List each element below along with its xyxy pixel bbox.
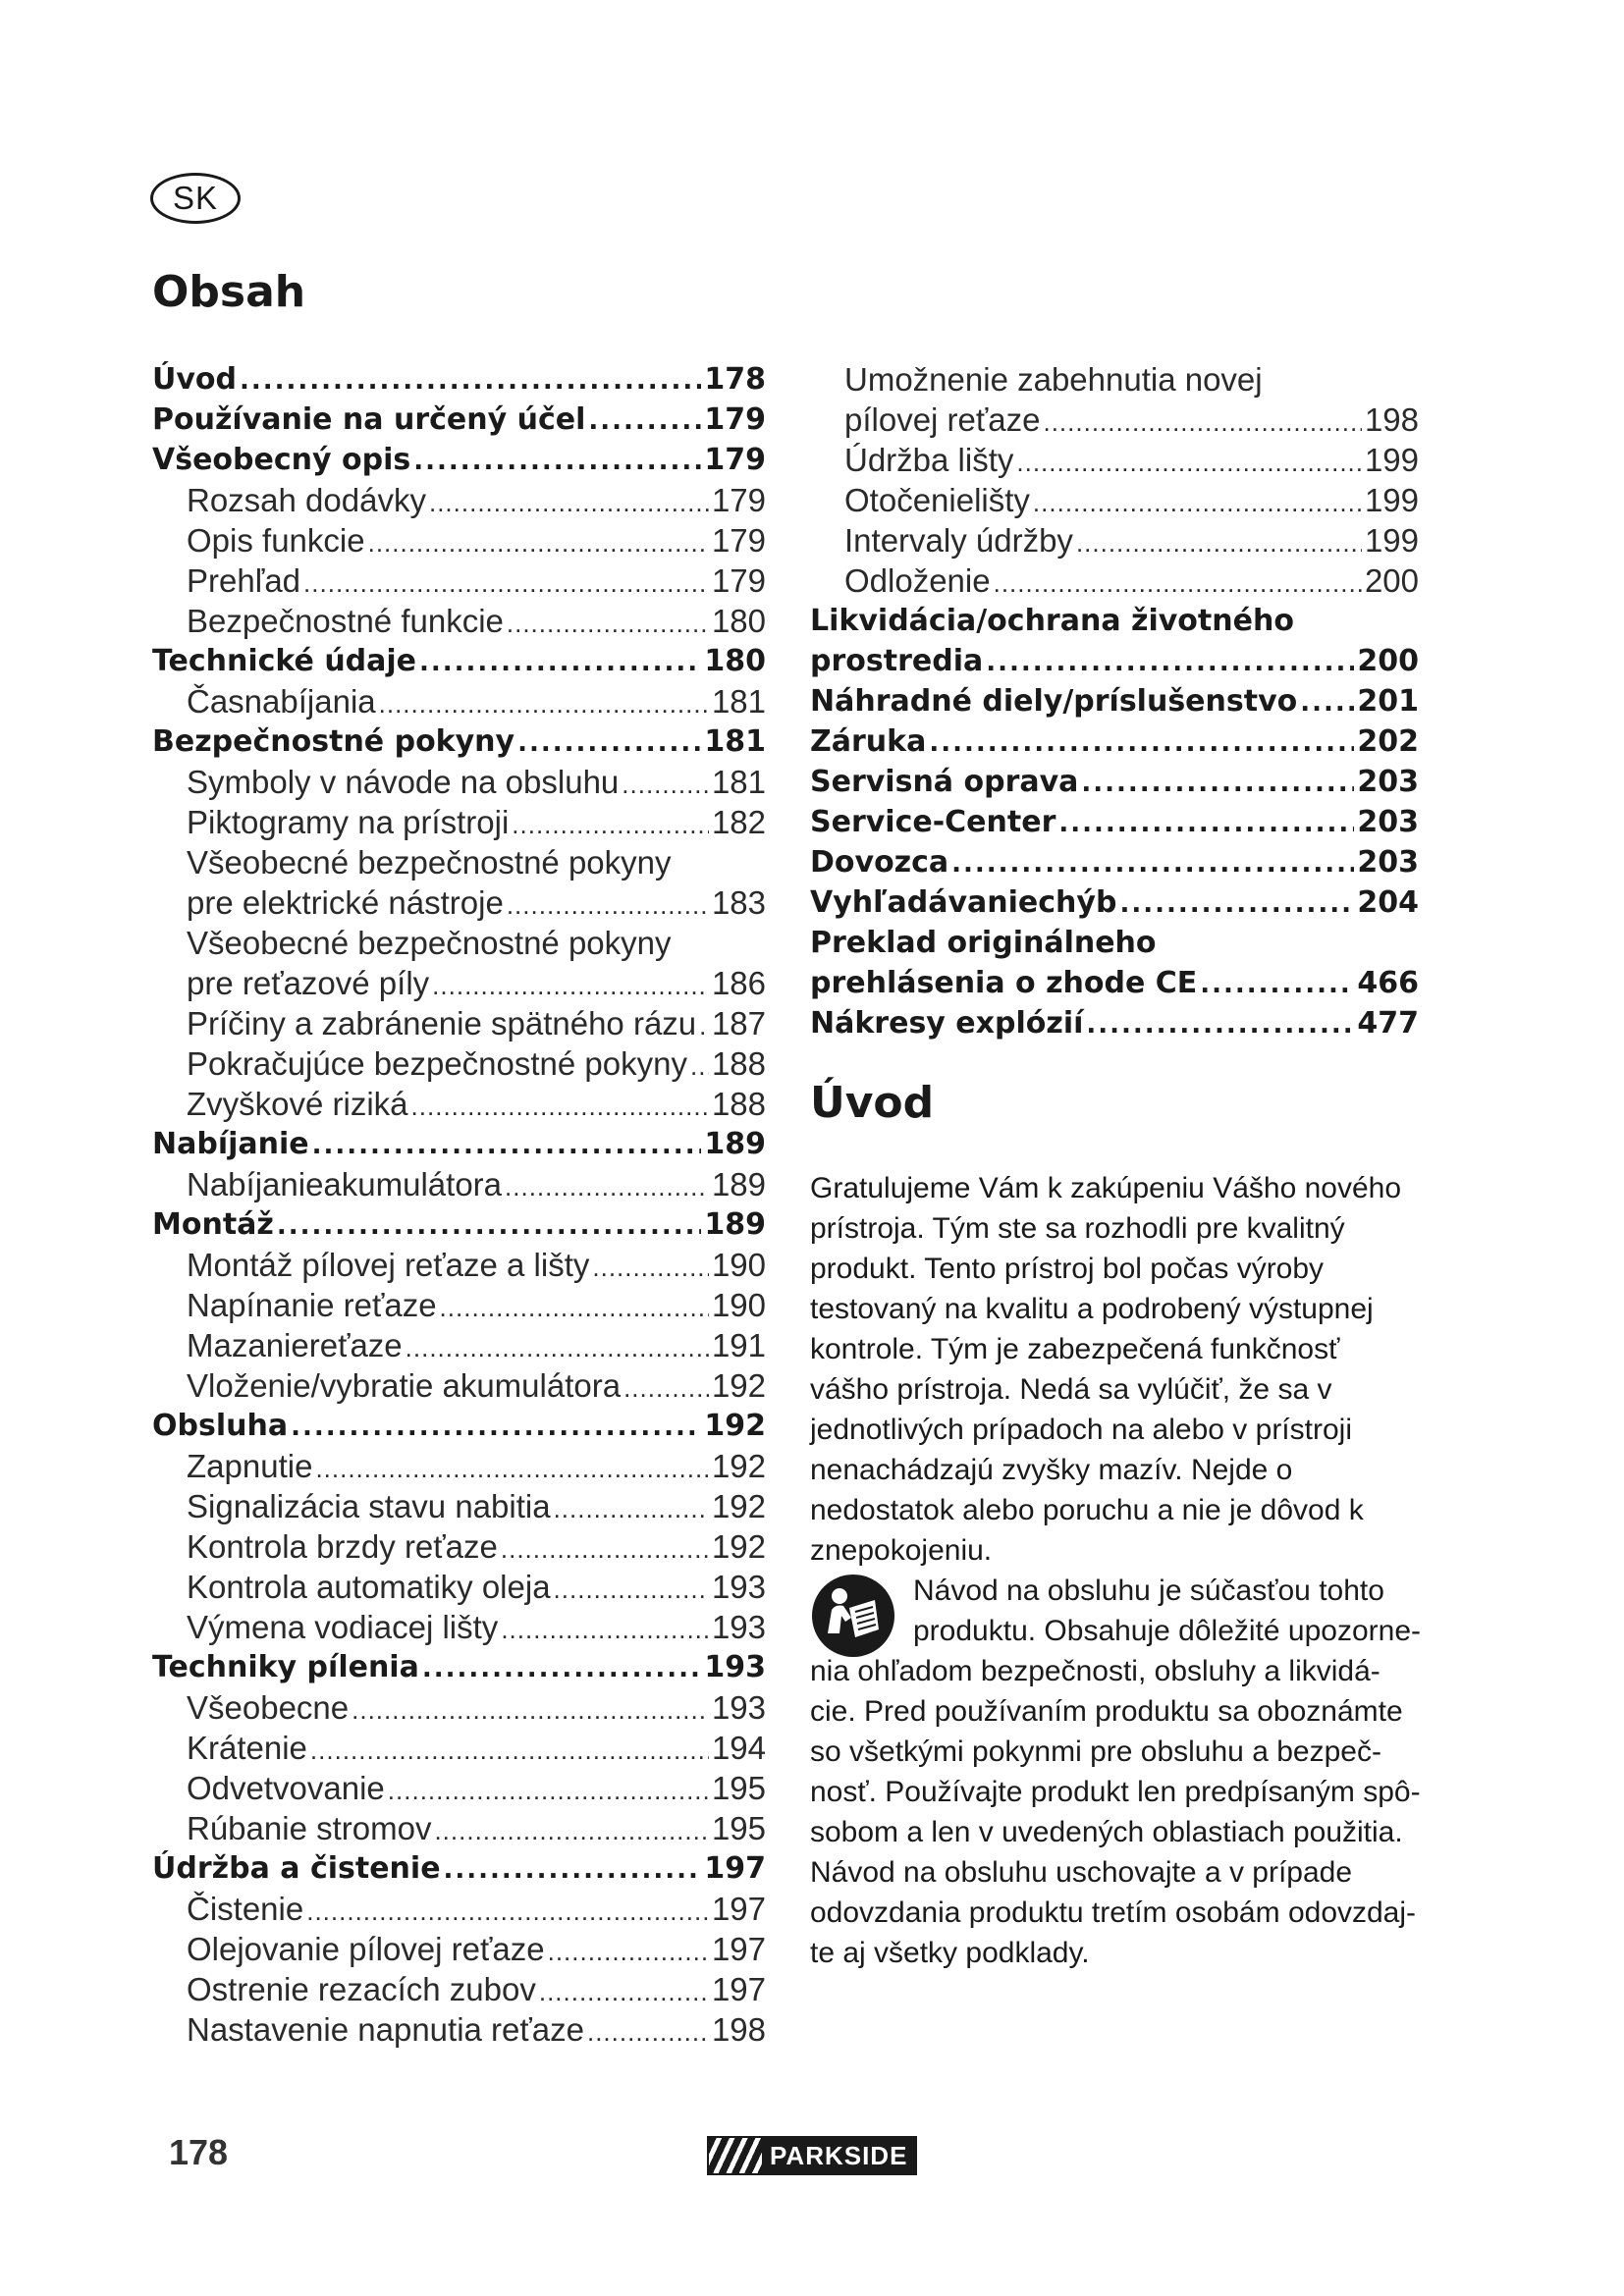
toc-entry-label: Likvidácia/ochrana životného xyxy=(810,604,1294,638)
toc-entry-page: 203 xyxy=(1357,845,1419,880)
toc-leader-dots xyxy=(310,1731,709,1771)
toc-entry xyxy=(810,601,1419,641)
toc-leader-dots xyxy=(291,1408,701,1448)
toc-entry xyxy=(810,1003,1419,1043)
toc-entry xyxy=(152,1808,766,1848)
toc-entry xyxy=(152,762,766,802)
toc-entry-label: Všeobecné bezpečnostné pokyny xyxy=(187,844,672,881)
toc-leader-dots xyxy=(507,885,709,926)
toc-entry xyxy=(152,1728,766,1768)
toc-entry-page: 199 xyxy=(1364,442,1419,478)
toc-entry-label: pílovej reťaze xyxy=(844,401,1041,438)
toc-entry xyxy=(152,1486,766,1526)
toc-entry-label: Otočenielišty xyxy=(844,482,1030,518)
toc-entry-label: Umožnenie zabehnutia novej xyxy=(844,361,1263,398)
toc-entry-page: 192 xyxy=(704,1409,766,1443)
toc-leader-dots xyxy=(505,1167,709,1207)
toc-leader-dots xyxy=(517,723,701,764)
toc-entry-label: Techniky pílenia xyxy=(152,1650,419,1684)
toc-entry xyxy=(152,1687,766,1728)
toc-entry-label: Používanie na určený účel xyxy=(152,402,586,437)
toc-entry-page: 194 xyxy=(711,1730,766,1766)
toc-leader-dots xyxy=(315,1449,709,1489)
brand-name: PARKSIDE xyxy=(770,2141,908,2170)
toc-entry-page: 179 xyxy=(711,562,766,599)
toc-entry-label: Krátenie xyxy=(187,1730,307,1766)
toc-entry xyxy=(152,882,766,923)
toc-entry-page: 192 xyxy=(711,1448,766,1484)
toc-entry xyxy=(152,1164,766,1204)
toc-entry-label: Signalizácia stavu nabitia xyxy=(187,1488,551,1524)
toc-entry-label: Intervaly údržby xyxy=(844,522,1073,559)
toc-entry-label: Service-Center xyxy=(810,805,1056,839)
toc-entry-label: Zapnutie xyxy=(187,1448,313,1484)
toc-leader-dots xyxy=(422,1649,702,1689)
read-manual-icon xyxy=(810,1573,896,1659)
toc-entry-page: 192 xyxy=(711,1488,766,1524)
toc-entry xyxy=(152,1969,766,2009)
toc-entry-label: Kontrola automatiky oleja xyxy=(187,1569,551,1605)
toc-entry-page: 187 xyxy=(711,1005,766,1041)
toc-entry-page: 192 xyxy=(711,1528,766,1565)
toc-entry-page: 197 xyxy=(711,1971,766,2007)
toc-leader-dots xyxy=(690,1046,709,1087)
toc-entry-label: pre elektrické nástroje xyxy=(187,884,504,921)
toc-entry-page: 181 xyxy=(711,764,766,800)
toc-entry xyxy=(152,1084,766,1124)
toc-entry-label: Piktogramy na prístroji xyxy=(187,804,510,840)
toc-leader-dots xyxy=(277,1206,702,1247)
toc-entry-page: 183 xyxy=(711,884,766,921)
toc-entry-label: Ostrenie rezacích zubov xyxy=(187,1971,536,2007)
toc-entry-label: pre reťazové píly xyxy=(187,965,430,1001)
toc-leader-dots xyxy=(240,361,701,401)
toc-entry xyxy=(152,1406,766,1446)
toc-entry-label: Bezpečnostné funkcie xyxy=(187,603,504,639)
toc-entry xyxy=(152,1124,766,1164)
toc-leader-dots xyxy=(699,1006,709,1046)
toc-entry-page: 193 xyxy=(711,1689,766,1726)
toc-entry xyxy=(152,1889,766,1929)
toc-entry xyxy=(810,480,1419,520)
toc-entry-label: Opis funkcie xyxy=(187,522,365,559)
toc-entry-page: 197 xyxy=(711,1931,766,1967)
toc-entry-label: prostredia xyxy=(810,644,984,678)
toc-entry xyxy=(152,1285,766,1325)
toc-entry-page: 200 xyxy=(1357,644,1419,678)
notice-line: cie. Pred používaním produktu sa oboznámte xyxy=(810,1695,1403,1728)
toc-leader-dots xyxy=(312,1126,702,1166)
toc-leader-dots xyxy=(406,1328,709,1368)
toc-entry-label: Časnabíjania xyxy=(187,683,376,720)
toc-entry-label: Nastavenie napnutia reťaze xyxy=(187,2011,584,2048)
toc-entry-page: 182 xyxy=(711,804,766,840)
toc-entry-page: 202 xyxy=(1357,724,1419,759)
toc-entry-label: Úvod xyxy=(152,362,238,397)
toc-entry xyxy=(152,1043,766,1084)
toc-entry xyxy=(152,400,766,440)
intro-paragraph: Gratulujeme Vám k zakúpeniu Vášho nového prístroja. Tým ste sa rozhodli pre kvalitný produkt. Tento prístroj bol počas výroby testovaný na kvalitu a podrobený výstupnej kontrole. Tým je zabezpečená funkčnosť vášho prístroja. Nedá sa vylúčiť, že sa v jednotlivých prípadoch na alebo v prístroji nenachádzajú zvyšky mazív. Nejde o nedostatok alebo poruchu a nie je dôvod k znepokojeniu. xyxy=(810,1172,1402,1567)
toc-leader-dots xyxy=(501,1610,709,1650)
toc-entry xyxy=(810,641,1419,681)
toc-entry xyxy=(810,520,1419,561)
toc-entry xyxy=(152,1647,766,1687)
toc-entry-label: Zvyškové riziká xyxy=(187,1086,408,1122)
toc-entry xyxy=(152,2009,766,2050)
toc-leader-dots xyxy=(929,723,1354,764)
toc-entry-page: 190 xyxy=(711,1287,766,1323)
toc-entry xyxy=(152,440,766,480)
toc-entry-label: prehlásenia o zhode CE xyxy=(810,966,1198,1000)
toc-entry xyxy=(152,1929,766,1969)
toc-entry-label: Rúbanie stromov xyxy=(187,1810,432,1846)
toc-entry-label: Napínanie reťaze xyxy=(187,1287,437,1323)
toc-leader-dots xyxy=(352,1690,709,1731)
toc-entry xyxy=(152,1245,766,1285)
toc-entry xyxy=(152,1567,766,1607)
toc-entry xyxy=(152,1848,766,1889)
toc-entry-page: 179 xyxy=(704,443,766,477)
toc-entry xyxy=(152,601,766,641)
toc-entry-label: Bezpečnostné pokyny xyxy=(152,724,515,759)
toc-entry-page: 180 xyxy=(704,644,766,678)
toc-entry xyxy=(152,520,766,561)
intro-heading: Úvod xyxy=(810,1078,935,1128)
toc-entry-label: Rozsah dodávky xyxy=(187,482,426,518)
toc-entry-page: 189 xyxy=(704,1127,766,1161)
toc-entry-label: Kontrola brzdy reťaze xyxy=(187,1528,498,1565)
toc-entry-label: Vloženie/vybratie akumulátora xyxy=(187,1367,622,1404)
toc-entry-page: 179 xyxy=(704,402,766,437)
page-number: 178 xyxy=(169,2132,229,2172)
toc-leader-dots xyxy=(539,1972,709,2012)
toc-leader-dots xyxy=(554,1570,709,1610)
toc-entry xyxy=(152,1325,766,1365)
toc-entry-page: 203 xyxy=(1357,765,1419,799)
toc-leader-dots xyxy=(1033,483,1362,523)
toc-entry-page: 186 xyxy=(711,965,766,1001)
toc-leader-dots xyxy=(432,966,709,1006)
toc-leader-dots xyxy=(306,1892,709,1932)
notice-line: Návod na obsluhu uschovajte a v prípade xyxy=(810,1856,1353,1889)
toc-entry-page: 204 xyxy=(1357,885,1419,920)
toc-entry-page: 179 xyxy=(711,482,766,518)
toc-entry-page: 200 xyxy=(1364,562,1419,599)
toc-column-left xyxy=(152,359,766,2050)
toc-entry-label: Záruka xyxy=(810,724,927,759)
toc-entry xyxy=(810,762,1419,802)
toc-leader-dots xyxy=(507,604,709,644)
notice-line: sobom a len v uvedených oblastiach použitia. xyxy=(810,1816,1403,1848)
toc-entry-page: 178 xyxy=(704,362,766,397)
toc-entry-page: 198 xyxy=(1364,401,1419,438)
toc-entry xyxy=(152,1204,766,1245)
toc-leader-dots xyxy=(554,1489,709,1529)
toc-leader-dots xyxy=(623,1368,709,1409)
toc-leader-dots xyxy=(434,1811,708,1851)
toc-entry xyxy=(810,721,1419,762)
toc-leader-dots xyxy=(444,1850,702,1891)
toc-entry-label: Olejovanie pílovej reťaze xyxy=(187,1931,545,1967)
toc-leader-dots xyxy=(1119,884,1354,925)
toc-entry xyxy=(152,561,766,601)
toc-entry-label: Mazaniereťaze xyxy=(187,1327,403,1363)
toc-entry xyxy=(810,842,1419,882)
toc-leader-dots xyxy=(379,684,709,724)
toc-entry xyxy=(152,1526,766,1567)
toc-entry-label: Nabíjanie xyxy=(152,1127,309,1161)
toc-entry-page: 193 xyxy=(704,1650,766,1684)
toc-column-right xyxy=(810,359,1419,1043)
toc-leader-dots xyxy=(303,563,709,604)
toc-entry xyxy=(152,359,766,400)
toc-leader-dots xyxy=(1016,443,1362,483)
toc-leader-dots xyxy=(440,1288,709,1328)
toc-leader-dots xyxy=(994,563,1362,604)
toc-leader-dots xyxy=(1081,764,1354,804)
notice-line: nia ohľadom bezpečnosti, obsluhy a likvidá- xyxy=(810,1655,1380,1687)
toc-leader-dots xyxy=(1058,804,1354,844)
toc-entry-page: 188 xyxy=(711,1045,766,1082)
toc-entry-page: 189 xyxy=(711,1166,766,1202)
toc-entry-label: Odloženie xyxy=(844,562,991,599)
toc-entry xyxy=(152,1365,766,1406)
toc-entry-label: Všeobecne xyxy=(187,1689,350,1726)
toc-entry xyxy=(810,440,1419,480)
toc-entry-label: Nabíjanieakumulátora xyxy=(187,1166,503,1202)
toc-entry-label: Technické údaje xyxy=(152,644,417,678)
toc-entry-label: Náhradné diely/príslušenstvo xyxy=(810,684,1298,719)
toc-entry xyxy=(152,1446,766,1486)
toc-entry xyxy=(810,963,1419,1003)
toc-entry-page: 197 xyxy=(704,1851,766,1886)
toc-entry-label: Symboly v návode na obsluhu xyxy=(187,764,620,800)
toc-entry-page: 199 xyxy=(1364,522,1419,559)
notice-line: produktu. Obsahuje dôležité upozorne- xyxy=(913,1615,1422,1647)
toc-entry-label: Dovozca xyxy=(810,845,949,880)
toc-entry-page: 190 xyxy=(711,1247,766,1283)
toc-entry-page: 195 xyxy=(711,1770,766,1806)
toc-entry-page: 197 xyxy=(711,1891,766,1927)
toc-leader-dots xyxy=(1086,1005,1354,1045)
toc-entry-page: 192 xyxy=(711,1367,766,1404)
toc-leader-dots xyxy=(413,442,701,482)
toc-entry-page: 477 xyxy=(1357,1006,1419,1041)
toc-entry-label: Servisná oprava xyxy=(810,765,1079,799)
toc-leader-dots xyxy=(501,1529,709,1570)
toc-leader-dots xyxy=(986,643,1354,683)
toc-entry-label: Vyhľadávaniechýb xyxy=(810,885,1117,920)
toc-entry-page: 188 xyxy=(711,1086,766,1122)
toc-entry-page: 199 xyxy=(1364,482,1419,518)
toc-leader-dots xyxy=(548,1932,709,1972)
toc-entry-page: 180 xyxy=(711,603,766,639)
toc-entry-label: Výmena vodiacej lišty xyxy=(187,1609,499,1645)
toc-entry-label: Čistenie xyxy=(187,1891,304,1927)
toc-entry xyxy=(810,923,1419,963)
toc-leader-dots xyxy=(1043,402,1361,443)
toc-entry-page: 193 xyxy=(711,1569,766,1605)
toc-entry xyxy=(152,963,766,1003)
brand-stripes-icon xyxy=(709,2138,762,2173)
toc-entry xyxy=(152,923,766,963)
toc-entry xyxy=(810,681,1419,721)
toc-leader-dots xyxy=(512,805,709,845)
notice-line: Návod na obsluhu je súčasťou tohto xyxy=(913,1575,1384,1607)
parkside-logo xyxy=(707,2136,917,2175)
toc-leader-dots xyxy=(1200,965,1354,1005)
toc-entry-page: 189 xyxy=(704,1207,766,1242)
toc-entry-page: 181 xyxy=(711,683,766,720)
toc-entry-label: Obsluha xyxy=(152,1409,289,1443)
toc-entry-label: Pokračujúce bezpečnostné pokyny xyxy=(187,1045,687,1082)
toc-entry-page: 198 xyxy=(711,2011,766,2048)
toc-entry xyxy=(152,681,766,721)
toc-entry-label: Všeobecné bezpečnostné pokyny xyxy=(187,925,672,961)
toc-leader-dots xyxy=(368,523,709,563)
toc-leader-dots xyxy=(429,483,709,523)
toc-entry-label: Preklad originálneho xyxy=(810,926,1157,960)
toc-entry xyxy=(152,480,766,520)
toc-leader-dots xyxy=(622,765,709,805)
toc-entry xyxy=(152,1768,766,1808)
toc-entry-page: 466 xyxy=(1357,966,1419,1000)
toc-entry-page: 179 xyxy=(711,522,766,559)
toc-entry xyxy=(810,400,1419,440)
toc-leader-dots xyxy=(411,1087,709,1127)
toc-entry-label: Montáž xyxy=(152,1207,274,1242)
notice-line: odovzdania produktu tretím osobám odovzdaj- xyxy=(810,1896,1417,1929)
toc-leader-dots xyxy=(388,1771,709,1811)
toc-entry-page: 193 xyxy=(711,1609,766,1645)
toc-entry xyxy=(152,802,766,842)
toc-leader-dots xyxy=(588,401,701,442)
toc-entry-label: Montáž pílovej reťaze a lišty xyxy=(187,1247,590,1283)
toc-leader-dots xyxy=(1300,683,1354,723)
toc-leader-dots xyxy=(951,844,1354,884)
toc-entry-page: 201 xyxy=(1357,684,1419,719)
toc-entry-label: Nákresy explózií xyxy=(810,1006,1084,1041)
toc-entry-label: Všeobecný opis xyxy=(152,443,411,477)
toc-entry-page: 195 xyxy=(711,1810,766,1846)
toc-leader-dots xyxy=(587,2012,709,2053)
toc-entry-page: 181 xyxy=(704,724,766,759)
toc-leader-dots xyxy=(592,1248,709,1288)
toc-entry xyxy=(810,802,1419,842)
notice-line: te aj všetky podklady. xyxy=(810,1937,1090,1969)
toc-heading: Obsah xyxy=(152,267,306,317)
toc-entry xyxy=(810,359,1419,400)
toc-entry xyxy=(810,561,1419,601)
notice-line: nosť. Používajte produkt len predpísaným spô- xyxy=(810,1776,1421,1808)
toc-entry-label: Príčiny a zabránenie spätného rázu xyxy=(187,1005,697,1041)
toc-entry-label: Prehľad xyxy=(187,562,301,599)
toc-entry-label: Údržba a čistenie xyxy=(152,1851,441,1886)
toc-entry-page: 191 xyxy=(711,1327,766,1363)
toc-entry xyxy=(810,882,1419,923)
toc-leader-dots xyxy=(1076,523,1362,563)
toc-entry xyxy=(152,641,766,681)
toc-entry-page: 203 xyxy=(1357,805,1419,839)
toc-entry xyxy=(152,1003,766,1043)
toc-entry-label: Odvetvovanie xyxy=(187,1770,385,1806)
toc-entry xyxy=(152,842,766,882)
toc-entry-label: Údržba lišty xyxy=(844,442,1014,478)
notice-line: so všetkými pokynmi pre obsluhu a bezpeč- xyxy=(810,1735,1381,1768)
toc-leader-dots xyxy=(419,643,701,683)
language-badge: SK xyxy=(150,173,241,224)
toc-entry xyxy=(152,1607,766,1647)
toc-entry xyxy=(152,721,766,762)
